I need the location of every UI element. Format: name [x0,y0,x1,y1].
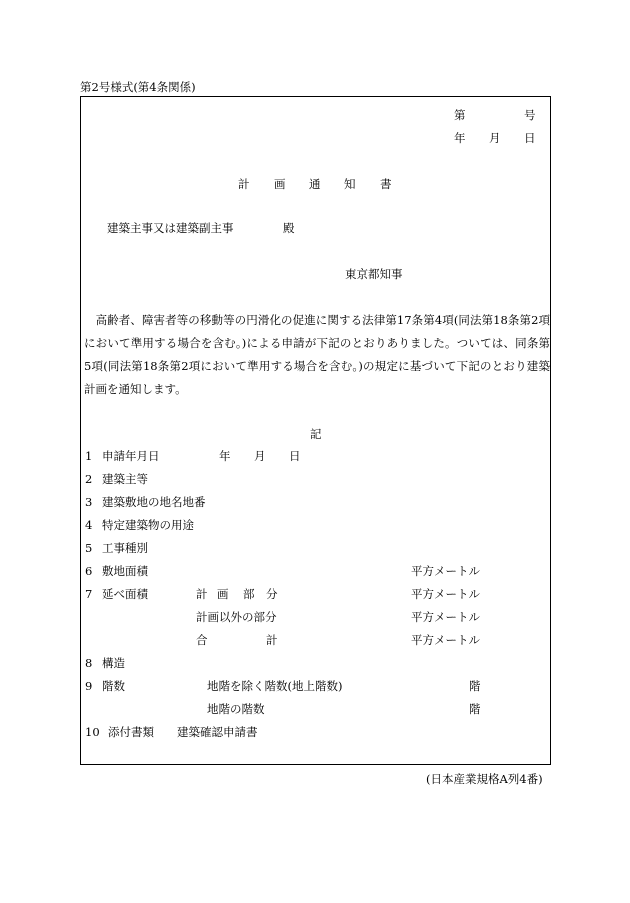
item-2-number: 2 [85,472,93,486]
item-7-unit: 平方メートル [411,587,480,601]
item-9-above-ground: 地階を除く階数(地上階数) [207,679,343,693]
title-char: 書 [380,177,392,191]
addressee-honorific: 殿 [283,221,295,235]
item-2-label: 建築主等 [102,472,148,486]
sender: 東京都知事 [345,267,403,281]
item-3-number: 3 [85,495,93,509]
item-7-keikaku-char: 部 [243,587,255,601]
jis-footer: (日本産業規格A列4番) [426,772,543,786]
item-7-keikaku-char: 画 [217,587,229,601]
body-paragraph: 高齢者、障害者等の移動等の円滑化の促進に関する法律第17条第4項(同法第18条第2項において準用する場合を含む。)による申請が下記のとおりありました。ついては、同条第5項(同法第18条第2項において準用する場合を含む。)の規定に基づいて下記のとおり建築計画を通知します。 [84,313,550,396]
title-char: 画 [274,177,286,191]
item-7-unit: 平方メートル [411,633,480,647]
ki-heading: 記 [310,427,322,441]
date-day: 日 [524,131,536,145]
item-7-igai: 計画以外の部分 [196,610,277,624]
item-4-label: 特定建築物の用途 [102,518,194,532]
item-7-number: 7 [85,587,93,601]
item-5-label: 工事種別 [102,541,148,555]
number-go: 号 [524,108,536,122]
item-8-label: 構造 [102,656,125,670]
item-5-number: 5 [85,541,93,555]
date-year: 年 [454,131,466,145]
item-7-keikaku-char: 分 [266,587,278,601]
item-10-value: 建築確認申請書 [177,725,258,739]
item-10-label: 添付書類 [108,725,154,739]
item-7-keikaku-char: 計 [196,587,208,601]
item-6-unit: 平方メートル [411,564,480,578]
title-char: 知 [344,177,356,191]
item-9-basement: 地階の階数 [207,702,265,716]
item-4-number: 4 [85,518,93,532]
addressee-name: 建築主事又は建築副主事 [107,221,234,235]
item-7-unit: 平方メートル [411,610,480,624]
item-1-month: 月 [254,449,266,463]
title-char: 計 [238,177,250,191]
item-9-number: 9 [85,679,93,693]
item-1-number: 1 [85,449,93,463]
item-6-number: 6 [85,564,93,578]
item-1-day: 日 [289,449,301,463]
item-10-number: 10 [85,725,100,739]
item-6-label: 敷地面積 [102,564,148,578]
date-month: 月 [489,131,501,145]
form-number-label: 第2号様式(第4条関係) [80,80,196,94]
item-1-label: 申請年月日 [102,449,160,463]
title-char: 通 [309,177,321,191]
item-9-label: 階数 [102,679,125,693]
item-7-label: 延べ面積 [102,587,148,601]
item-8-number: 8 [85,656,93,670]
item-3-label: 建築敷地の地名地番 [102,495,206,509]
item-9-unit: 階 [469,679,481,693]
item-7-gokei-char: 計 [266,633,278,647]
item-7-gokei-char: 合 [196,633,208,647]
item-9-unit: 階 [469,702,481,716]
number-dai: 第 [454,108,466,122]
item-1-year: 年 [219,449,231,463]
